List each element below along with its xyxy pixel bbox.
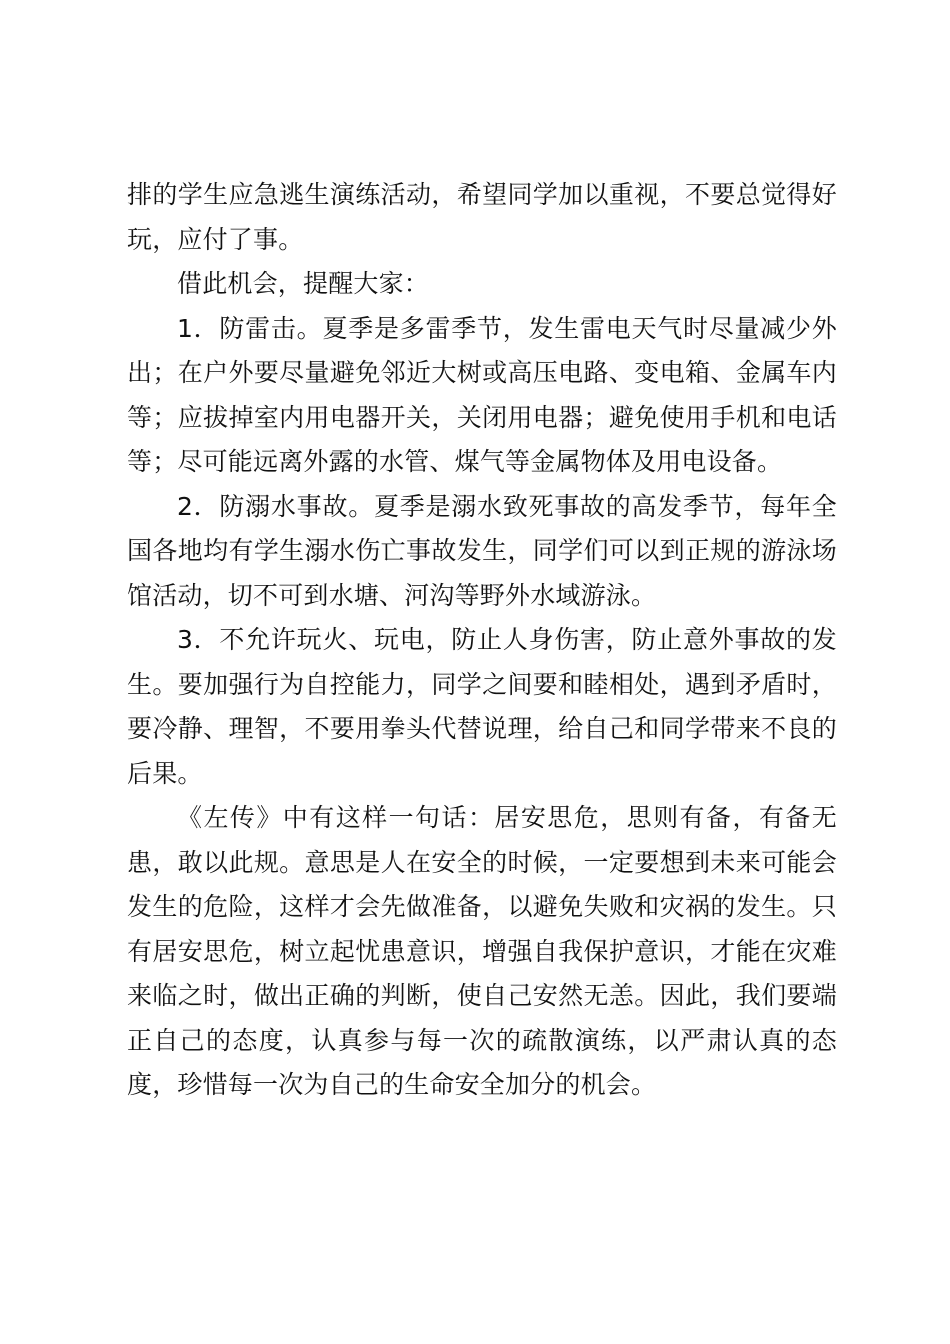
paragraph-reminder-intro: 借此机会，提醒大家： xyxy=(177,269,430,298)
paragraph-item-3-fire-electricity: 3．不允许玩火、玩电，防止人身伤害，防止意外事故的发生。要加强行为自控能力，同学之间要和睦相处，遇到矛盾时，要冷静、理智，不要用拳头代替说理，给自己和同学带来不良的后果。 xyxy=(127,625,837,788)
paragraph-item-1-lightning: 1．防雷击。夏季是多雷季节，发生雷电天气时尽量减少外出；在户外要尽量避免邻近大树或高压电路、变电箱、金属车内等；应拔掉室内用电器开关，关闭用电器；避免使用手机和电话等；尽可能远离外露的水管、煤气等金属物体及用电设备。 xyxy=(127,313,837,476)
document-body xyxy=(127,173,837,1108)
paragraph-item-2-drowning: 2．防溺水事故。夏季是溺水致死事故的高发季节，每年全国各地均有学生溺水伤亡事故发生，同学们可以到正规的游泳场馆活动，切不可到水塘、河沟等野外水域游泳。 xyxy=(127,491,837,610)
paragraph-zuozhuan-quote: 《左传》中有这样一句话：居安思危，思则有备，有备无患，敢以此规。意思是人在安全的时候，一定要想到未来可能会发生的危险，这样才会先做准备，以避免失败和灾祸的发生。只有居安思危，树立起忧患意识，增强自我保护意识，才能在灾难来临之时，做出正确的判断，使自己安然无恙。因此，我们要端正自己的态度，认真参与每一次的疏散演练，以严肃认真的态度，珍惜每一次为自己的生命安全加分的机会。 xyxy=(127,803,837,1099)
paragraph-continuation: 排的学生应急逃生演练活动，希望同学加以重视，不要总觉得好玩，应付了事。 xyxy=(127,180,837,254)
